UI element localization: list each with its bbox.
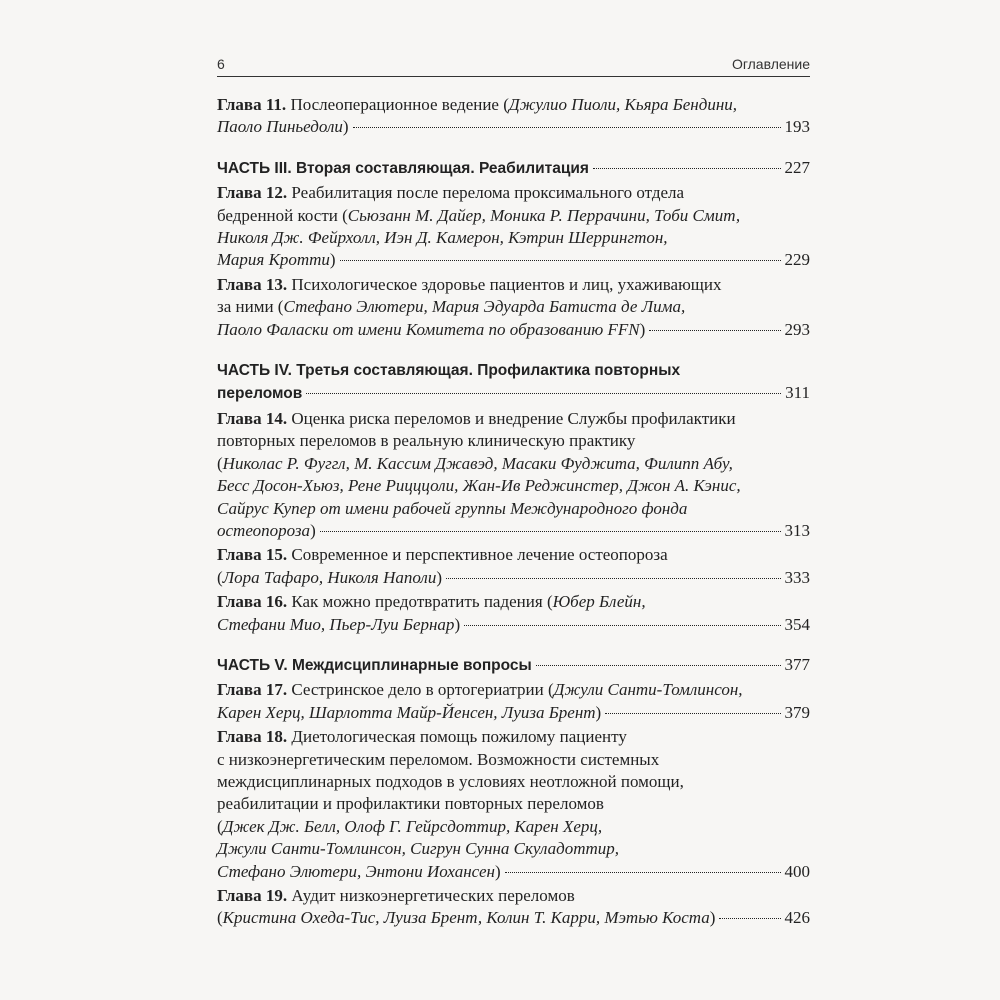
- leader-dots: [353, 127, 781, 128]
- leader-dots: [446, 578, 780, 579]
- leader-dots: [719, 918, 780, 919]
- toc-text: Сестринское дело в ортогериатрии (: [287, 680, 554, 700]
- toc-line-text: [217, 771, 684, 793]
- authors: Джули Санти-Томлинсон,: [553, 680, 743, 700]
- toc-line: [217, 182, 810, 204]
- toc-line: [217, 249, 810, 271]
- toc-text: с низкоэнергетическим переломом. Возможности системных: [217, 749, 660, 769]
- toc-line-text: [217, 116, 349, 138]
- toc-line: [217, 544, 810, 566]
- toc-line-text: [217, 498, 687, 520]
- toc-line: [217, 296, 810, 318]
- toc-chapter: [217, 544, 810, 589]
- toc-text: ): [595, 702, 602, 722]
- leader-dots: [306, 393, 781, 394]
- toc-line: [217, 861, 810, 883]
- page-ref: 379: [784, 702, 810, 722]
- toc-chapter: [217, 274, 810, 341]
- chapter-label: Глава 12.: [217, 183, 288, 203]
- authors: Николя Дж. Фейрхолл, Иэн Д. Камерон, Кэтрин Шеррингтон,: [217, 228, 668, 248]
- toc-line-text: [217, 227, 668, 249]
- leader-dots: [536, 665, 781, 666]
- leader-dots: [605, 713, 780, 714]
- toc-text: ): [342, 117, 349, 137]
- page-ref: 227: [784, 157, 810, 177]
- toc-line: [217, 907, 810, 929]
- page-ref: 400: [784, 861, 810, 881]
- toc-line-text: [217, 94, 737, 116]
- toc-line-text: [217, 907, 715, 929]
- toc-text: Современное и перспективное лечение остеопороза: [287, 545, 668, 565]
- toc-line: [217, 116, 810, 138]
- authors: Мария Кротти: [217, 250, 330, 270]
- toc-line: [217, 157, 810, 180]
- toc-text: ): [709, 908, 716, 928]
- toc-line: [217, 274, 810, 296]
- chapter-label: Глава 17.: [217, 680, 288, 700]
- toc-text: Послеоперационное ведение (: [286, 95, 509, 114]
- toc-line-text: [217, 793, 604, 815]
- authors: Сайрус Купер от имени рабочей группы Международного фонда: [217, 498, 688, 518]
- toc-line-text: [217, 359, 680, 382]
- toc-text: ): [329, 250, 336, 270]
- toc-line: [217, 453, 810, 475]
- toc-line-text: [217, 702, 601, 724]
- authors: Стефано Элютери, Мария Эдуарда Батиста де Лима,: [283, 297, 686, 317]
- toc-line-text: [217, 654, 532, 677]
- toc-line-text: [217, 408, 736, 430]
- toc-line-text: [217, 749, 659, 771]
- page-ref: 229: [784, 250, 810, 270]
- leader-dots: [649, 330, 780, 331]
- page-ref: 333: [784, 567, 810, 587]
- toc-line-text: [217, 453, 733, 475]
- toc-line: [217, 749, 810, 771]
- toc-line: [217, 94, 810, 116]
- toc-chapter: [217, 726, 810, 883]
- toc-chapter: [217, 885, 810, 930]
- toc-line: [217, 567, 810, 589]
- leader-dots: [320, 531, 781, 532]
- toc-line: [217, 591, 810, 613]
- toc-line-text: [217, 475, 741, 497]
- toc-line: [217, 726, 810, 748]
- chapter-label: Глава 11.: [217, 95, 287, 114]
- toc-text: Аудит низкоэнергетических переломов: [287, 886, 575, 905]
- toc-chapter: [217, 679, 810, 724]
- toc-line-text: [217, 157, 589, 180]
- chapter-label: Глава 19.: [217, 886, 288, 905]
- toc-text: реабилитации и профилактики повторных переломов: [217, 794, 604, 814]
- toc-line: [217, 430, 810, 452]
- toc-text: междисциплинарных подходов в условиях неотложной помощи,: [217, 771, 684, 791]
- toc-line-text: [217, 679, 743, 701]
- leader-dots: [340, 260, 781, 261]
- toc-line: [217, 885, 810, 907]
- toc-line: [217, 475, 810, 497]
- authors: Паоло Пиньедоли: [217, 117, 343, 137]
- authors: Стефани Мио, Пьер-Луи Бернар: [217, 614, 455, 634]
- page-ref: 354: [784, 614, 810, 634]
- toc-line: [217, 359, 810, 382]
- page-ref: 426: [784, 908, 810, 928]
- authors: Паоло Фаласки от имени Комитета по образованию FFN: [217, 319, 640, 339]
- table-of-contents: [217, 94, 810, 932]
- toc-line-text: [217, 567, 442, 589]
- toc-line-text: [217, 726, 627, 748]
- toc-text: (: [217, 453, 223, 473]
- chapter-label: Глава 13.: [217, 274, 288, 294]
- toc-line-text: [217, 182, 684, 204]
- toc-line: [217, 793, 810, 815]
- toc-line-text: [217, 382, 302, 405]
- authors: Бесс Досон-Хьюз, Рене Рицццоли, Жан-Ив Реджинстер, Джон А. Кэнис,: [217, 476, 741, 496]
- toc-line: [217, 227, 810, 249]
- part-title: ЧАСТЬ III. Вторая составляющая. Реабилитация: [217, 159, 589, 177]
- toc-text: Реабилитация после перелома проксимального отдела: [287, 183, 685, 203]
- authors: Стефано Элютери, Энтони Иохансен: [217, 861, 495, 881]
- toc-line-text: [217, 614, 460, 636]
- page-header: [217, 50, 810, 77]
- toc-text: (: [217, 816, 223, 836]
- toc-part: [217, 654, 810, 677]
- toc-line: [217, 319, 810, 341]
- toc-line-text: [217, 885, 575, 907]
- toc-text: (: [217, 908, 223, 928]
- toc-line: [217, 205, 810, 227]
- toc-chapter: [217, 182, 810, 272]
- toc-text: за ними (: [217, 297, 284, 317]
- toc-line-text: [217, 296, 685, 318]
- toc-chapter: [217, 591, 810, 636]
- authors: Кристина Охеда-Тис, Луиза Брент, Колин Т. Карри, Мэтью Коста: [222, 908, 710, 928]
- running-section-title: Оглавление: [731, 56, 810, 72]
- toc-line-text: [217, 249, 336, 271]
- toc-line: [217, 702, 810, 724]
- toc-line: [217, 382, 810, 405]
- toc-part: [217, 157, 810, 180]
- authors: Николас Р. Фуггл, М. Кассим Джавэд, Масаки Фуджита, Филипп Абу,: [222, 453, 733, 473]
- toc-text: ): [639, 319, 646, 339]
- toc-text: ): [310, 520, 316, 540]
- leader-dots: [464, 625, 780, 626]
- leader-dots: [505, 872, 781, 873]
- toc-text: Оценка риска переломов и внедрение Службы профилактики: [287, 408, 736, 428]
- toc-line-text: [217, 816, 602, 838]
- toc-text: (: [217, 567, 223, 587]
- authors: остеопороза: [217, 520, 311, 540]
- chapter-label: Глава 16.: [217, 592, 288, 612]
- toc-text: ): [495, 861, 501, 881]
- part-title: ЧАСТЬ IV. Третья составляющая. Профилактика повторных: [217, 362, 681, 380]
- toc-line: [217, 498, 810, 520]
- toc-line-text: [217, 520, 316, 542]
- chapter-label: Глава 15.: [217, 545, 288, 565]
- authors: Джули Санти-Томлинсон, Сигрун Сунна Скуладоттир,: [217, 839, 620, 859]
- toc-line: [217, 679, 810, 701]
- toc-text: бедренной кости (: [217, 205, 348, 225]
- page-ref: 313: [784, 520, 810, 540]
- toc-line-text: [217, 838, 619, 860]
- page-ref: 377: [784, 654, 810, 674]
- page-ref: 293: [784, 319, 810, 339]
- toc-line-text: [217, 274, 721, 296]
- toc-line: [217, 654, 810, 677]
- toc-chapter: [217, 94, 810, 139]
- authors: Джулио Пиоли, Кьяра Бендини,: [508, 95, 738, 114]
- toc-text: повторных переломов в реальную клиническую практику: [217, 431, 636, 451]
- toc-line-text: [217, 544, 668, 566]
- page-ref: 311: [785, 383, 810, 403]
- toc-line: [217, 816, 810, 838]
- toc-line: [217, 771, 810, 793]
- toc-line: [217, 408, 810, 430]
- part-title: переломов: [217, 385, 303, 403]
- leader-dots: [593, 168, 781, 169]
- toc-chapter: [217, 408, 810, 542]
- toc-line: [217, 520, 810, 542]
- authors: Карен Херц, Шарлотта Майр-Йенсен, Луиза Брент: [217, 702, 596, 722]
- authors: Джек Дж. Белл, Олоф Г. Гейрсдоттир, Карен Херц,: [222, 816, 603, 836]
- chapter-label: Глава 18.: [217, 727, 288, 747]
- toc-line-text: [217, 591, 646, 613]
- toc-line-text: [217, 205, 740, 227]
- authors: Лора Тафаро, Николя Наполи: [222, 567, 437, 587]
- page-ref: 193: [784, 117, 810, 137]
- toc-line-text: [217, 430, 635, 452]
- toc-text: Психологическое здоровье пациентов и лиц, ухаживающих: [287, 274, 722, 294]
- toc-text: Диетологическая помощь пожилому пациенту: [287, 727, 627, 747]
- authors: Юбер Блейн,: [552, 592, 646, 612]
- toc-text: ): [436, 567, 443, 587]
- page-number: 6: [217, 56, 225, 72]
- part-title: ЧАСТЬ V. Междисциплинарные вопросы: [217, 656, 532, 674]
- toc-line-text: [217, 861, 501, 883]
- toc-line: [217, 614, 810, 636]
- chapter-label: Глава 14.: [217, 408, 288, 428]
- toc-text: ): [454, 614, 461, 634]
- authors: Сьюзанн М. Дайер, Моника Р. Перрачини, Тоби Смит,: [347, 205, 741, 225]
- toc-line-text: [217, 319, 645, 341]
- toc-text: Как можно предотвратить падения (: [287, 592, 553, 612]
- toc-line: [217, 838, 810, 860]
- toc-part: [217, 359, 810, 406]
